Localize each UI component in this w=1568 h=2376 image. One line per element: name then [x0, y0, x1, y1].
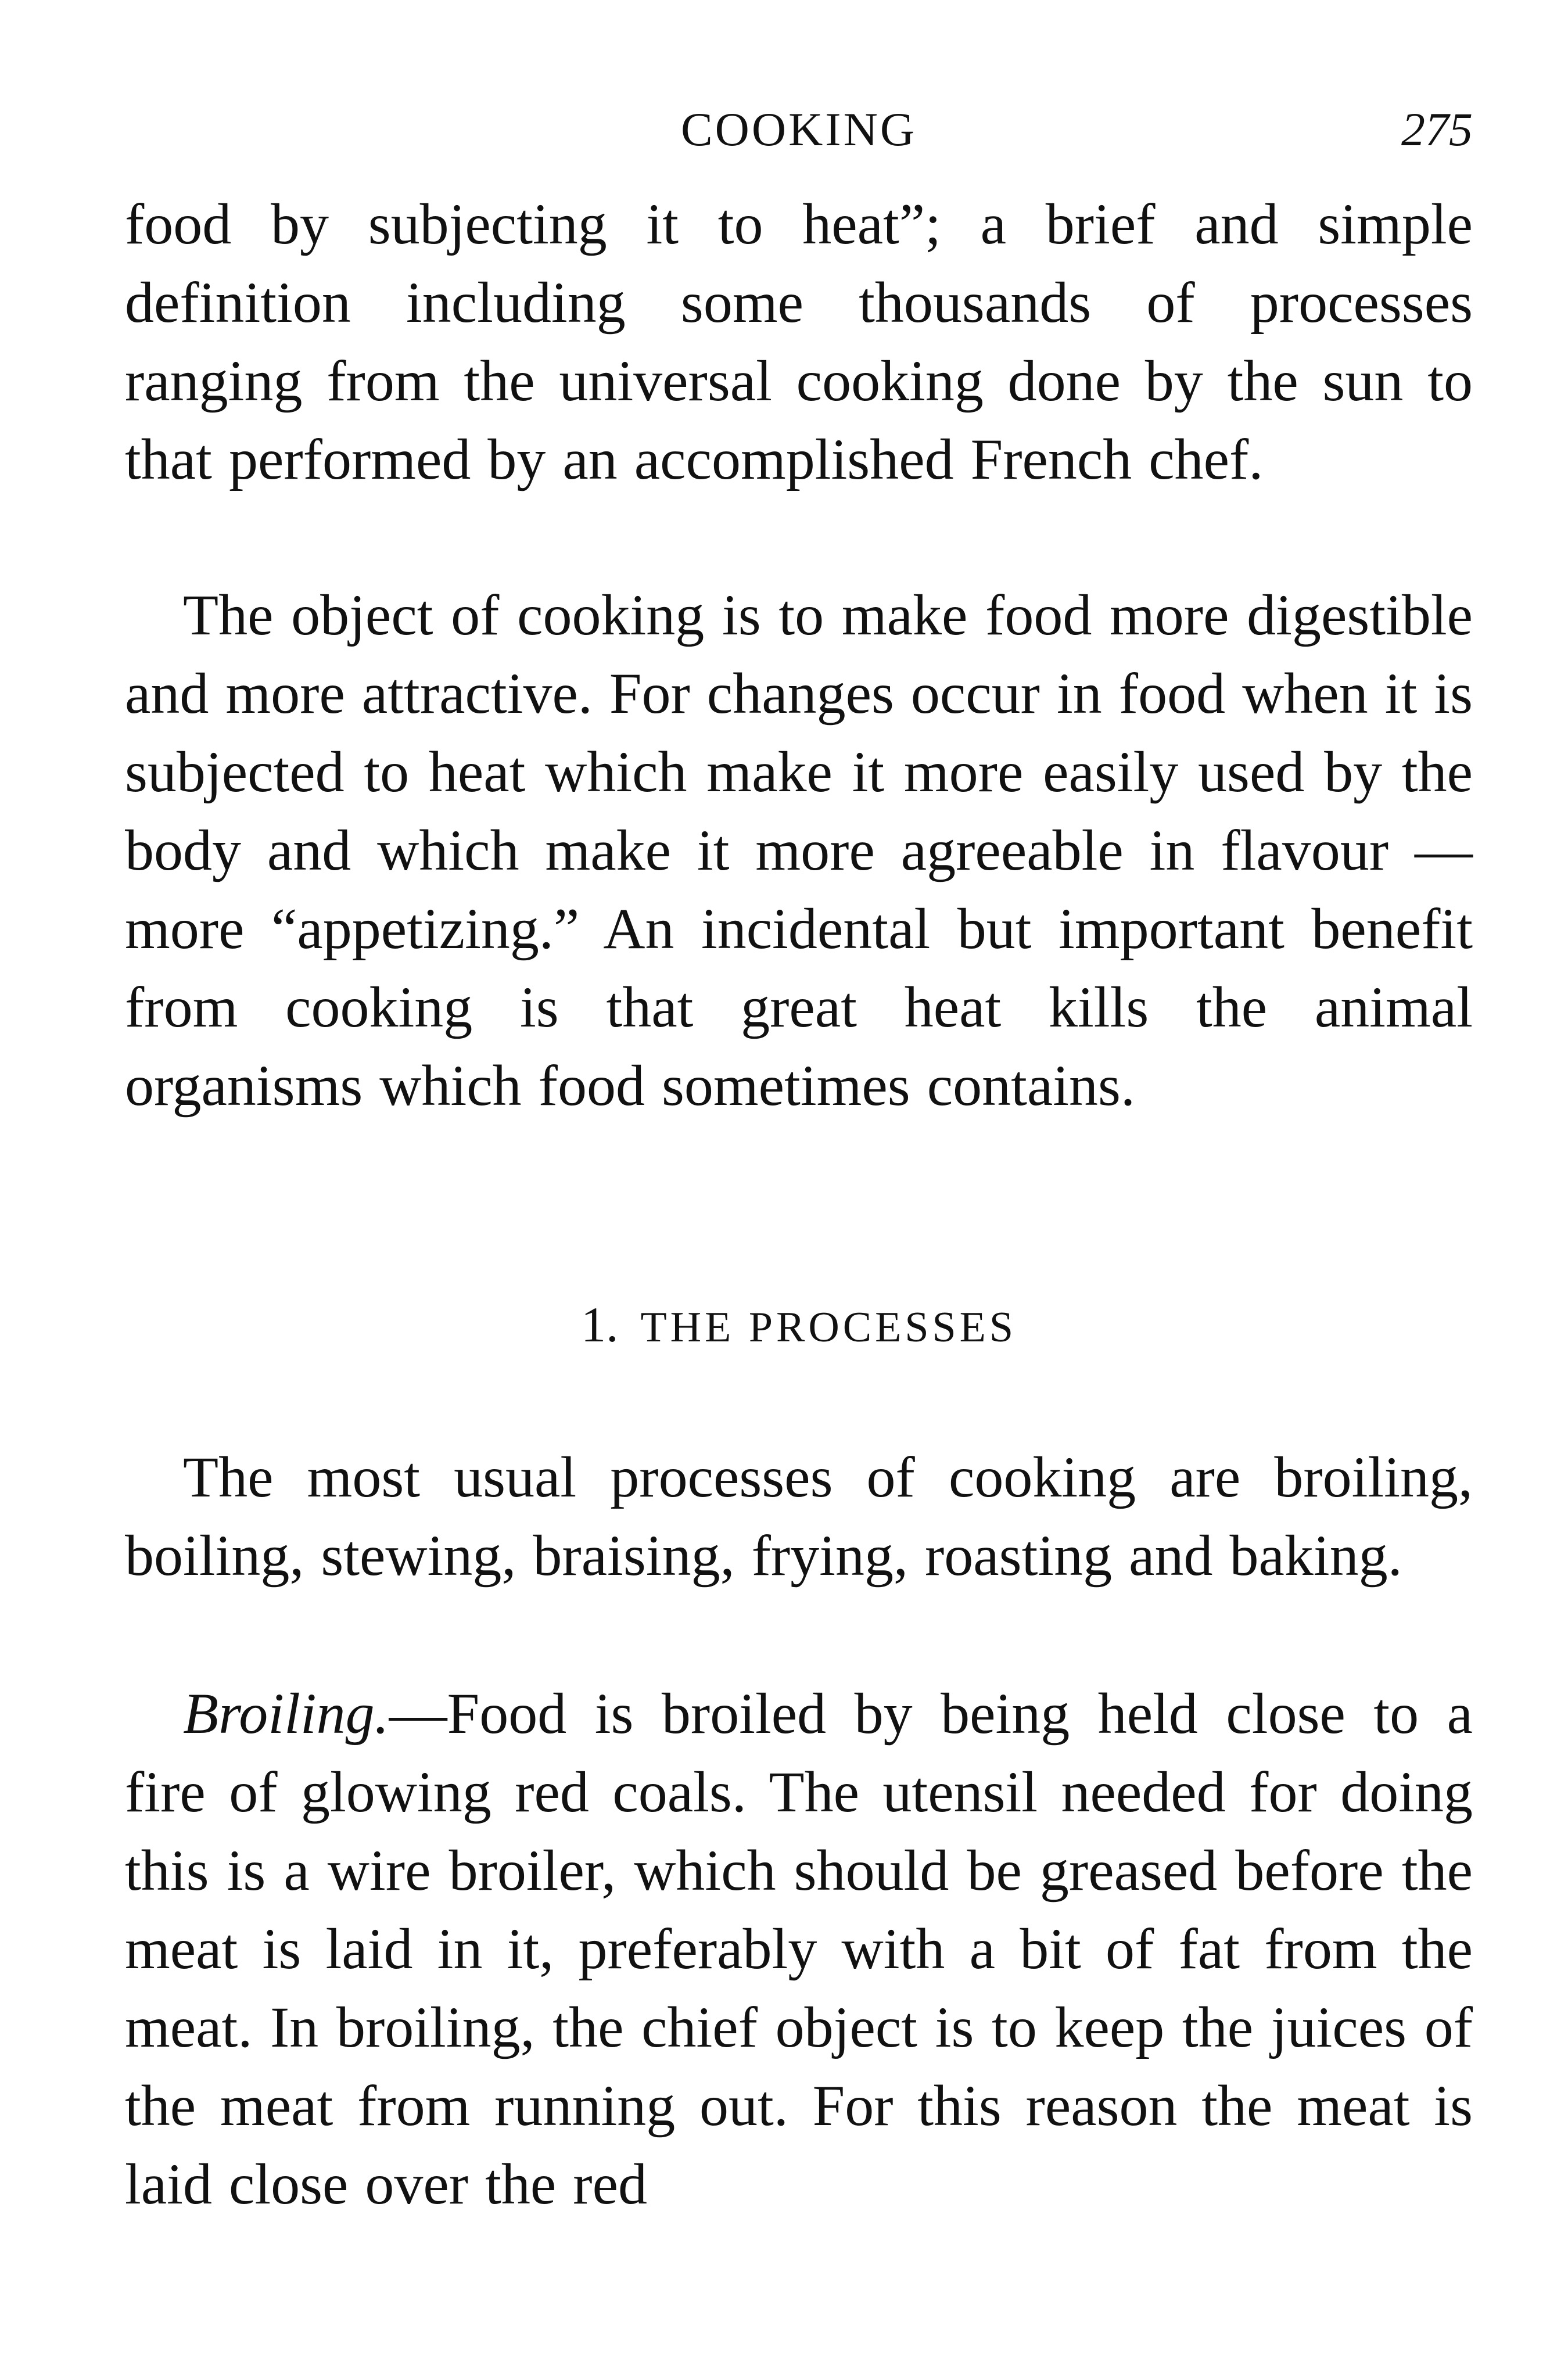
section-title: THE PROCESSES: [640, 1304, 1017, 1351]
run-in-heading-broiling: Broiling.: [183, 1681, 389, 1746]
running-title: COOKING: [680, 103, 917, 156]
section-number: 1.: [580, 1297, 619, 1352]
running-head: [125, 102, 1473, 166]
paragraph-processes-block: [125, 1438, 1473, 1595]
paragraph-broiling: [125, 1674, 1473, 2223]
paragraph-continuation: food by subjecting it to heat”; a brief and simple definition including some thousands of processes ranging from the universal cooking done by the sun to that performed by an accomplished French chef.: [125, 192, 1473, 491]
section-heading: [125, 1295, 1473, 1354]
paragraph-continuation-block: [125, 185, 1473, 498]
broiling-text: —Food is broiled by being held close to a fire of glowing red coals. The utensil needed for doing this is a wire broiler, which should be greased before the meat is laid in it, preferably with a bit of fat from the meat. In broiling, the chief object is to keep the juices of the meat from running out. For this reason the meat is laid close over the red: [125, 1681, 1473, 2216]
paragraph-object-block: [125, 576, 1473, 1125]
paragraph-object-of-cooking: The object of cooking is to make food more digestible and more attractive. For changes occur in food when it is subjected to heat which make it more easily used by the body and which make it more agreeable in flavour — more “appetizing.” An incidental but important benefit from cooking is that great heat kills the animal organisms which food sometimes contains.: [125, 583, 1473, 1118]
paragraph-usual-processes: The most usual processes of cooking are broiling, boiling, stewing, braising, frying, roasting and baking.: [125, 1445, 1473, 1588]
paragraph-broiling-block: [125, 1674, 1473, 2223]
page-number: 275: [1401, 103, 1473, 156]
